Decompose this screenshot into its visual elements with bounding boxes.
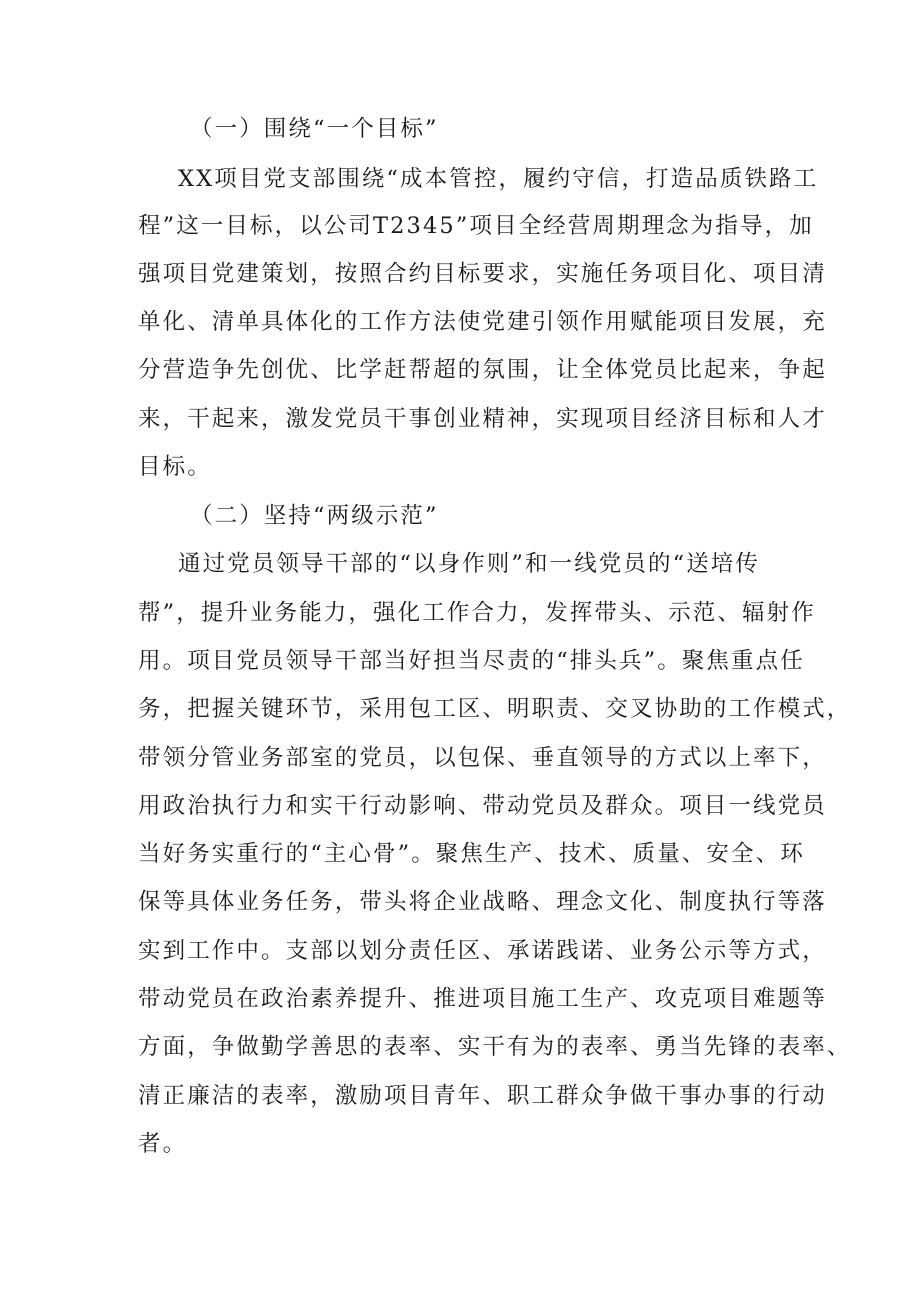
paragraph-line: 带动党员在政治素养提升、推进项目施工生产、攻克项目难题等 [138, 986, 827, 1012]
section-1-heading: （一）围绕“一个目标” [190, 116, 439, 142]
paragraph-line: 务，把握关键环节，采用包工区、明职责、交叉协助的工作模式， [138, 696, 852, 722]
paragraph-line: 帮”，提升业务能力，强化工作合力，发挥带头、示范、辐射作 [138, 600, 816, 626]
paragraph-line: 实到工作中。支部以划分责任区、承诺践诺、业务公示等方式， [138, 938, 827, 964]
paragraph-line: 方面，争做勤学善思的表率、实干有为的表率、勇当先锋的表率、 [138, 1034, 852, 1060]
paragraph-line: 强项目党建策划，按照合约目标要求，实施任务项目化、项目清 [138, 261, 827, 287]
paragraph-line: 来，干起来，激发党员干事创业精神，实现项目经济目标和人才 [138, 406, 827, 432]
paragraph-line: 用政治执行力和实干行动影响、带动党员及群众。项目一线党员 [138, 793, 827, 819]
paragraph-line: 带领分管业务部室的党员，以包保、垂直领导的方式以上率下， [138, 745, 827, 771]
paragraph-line: 者。 [138, 1131, 188, 1157]
paragraph-line: 分营造争先创优、比学赶帮超的氛围，让全体党员比起来，争起 [138, 357, 827, 383]
paragraph-line: 当好务实重行的“主心骨”。聚焦生产、技术、质量、安全、环 [138, 841, 805, 867]
paragraph-line: 清正廉洁的表率，激励项目青年、职工群众争做干事办事的行动 [138, 1083, 827, 1109]
paragraph-line: XX项目党支部围绕“成本管控，履约守信，打造品质铁路工 [178, 166, 819, 192]
paragraph-line: 通过党员领导干部的“以身作则”和一线党员的“送培传 [178, 551, 761, 577]
paragraph-line: 目标。 [138, 454, 212, 480]
paragraph-line: 用。项目党员领导干部当好担当尽责的“排头兵”。聚焦重点任 [138, 648, 805, 674]
paragraph-line: 保等具体业务任务，带头将企业战略、理念文化、制度执行等落 [138, 889, 827, 915]
paragraph-line: 单化、清单具体化的工作方法使党建引领作用赋能项目发展，充 [138, 309, 827, 335]
section-2-heading: （二）坚持“两级示范” [190, 503, 439, 529]
paragraph-line: 程”这一目标，以公司T2345”项目全经营周期理念为指导，加 [138, 213, 814, 239]
